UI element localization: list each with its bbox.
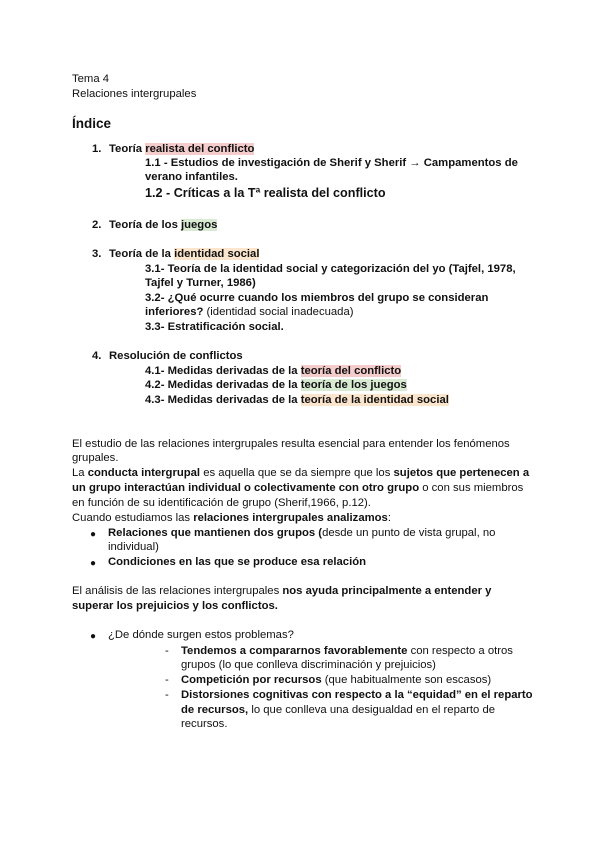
- dash-icon: -: [165, 689, 169, 701]
- paragraph-3: Cuando estudiamos las relaciones intergrupales analizamos:: [72, 512, 391, 524]
- bullet-item-1: Relaciones que mantienen dos grupos (desde un punto de vista grupal, no: [108, 527, 496, 539]
- dash-item-3-cont: de recursos, lo que conlleva una desigualdad en el reparto de: [181, 704, 496, 716]
- paragraph-4-line-2: superar los prejuicios y los conflictos.: [72, 600, 278, 612]
- paragraph-2-line-1: La conducta intergrupal es aquella que se da siempre que los sujetos que pertenecen a: [72, 467, 530, 479]
- index-sub-3-1: 3.1- Teoría de la identidad social y categorización del yo (Tajfel, 1978,: [145, 263, 516, 275]
- index-sub-4-3: 4.3- Medidas derivadas de la teoría de la identidad social: [145, 394, 449, 406]
- dash-item-3-end: recursos.: [181, 718, 228, 730]
- index-sub-1-1: 1.1 - Estudios de investigación de Sherif y Sherif → Campamentos de: [145, 157, 518, 169]
- index-title: Índice: [72, 116, 112, 131]
- bullet-item-2: Condiciones en las que se produce esa relación: [108, 556, 367, 568]
- index-number-4: 4.: [92, 350, 102, 362]
- paragraph-1-line-2: grupales.: [72, 452, 119, 464]
- index-item-4: Resolución de conflictos: [109, 350, 243, 362]
- index-sub-4-2: 4.2- Medidas derivadas de la teoría de los juegos: [145, 379, 407, 391]
- tema-label: Tema 4: [72, 73, 110, 85]
- bullet-icon: ●: [90, 631, 97, 642]
- paragraph-2-line-2: un grupo interactúan individual o colectivamente con otro grupo o con sus miembros: [72, 482, 524, 494]
- index-number-2: 2.: [92, 219, 102, 231]
- index-sub-1-1-cont: verano infantiles.: [145, 171, 238, 183]
- bullet-item-1-cont: individual): [108, 541, 159, 553]
- index-sub-4-1: 4.1- Medidas derivadas de la teoría del conflicto: [145, 365, 402, 377]
- index-sub-1-2: 1.2 - Críticas a la Tª realista del conflicto: [145, 186, 386, 200]
- subject-title: Relaciones intergrupales: [72, 88, 197, 100]
- index-item-3: Teoría de la identidad social: [109, 248, 260, 260]
- dash-icon: -: [165, 645, 169, 657]
- index-number-1: 1.: [92, 143, 102, 155]
- paragraph-4-line-1: El análisis de las relaciones intergrupales nos ayuda principalmente a entender y: [72, 585, 492, 597]
- index-sub-3-2-cont: inferiores? (identidad social inadecuada): [145, 306, 354, 318]
- index-item-2: Teoría de los juegos: [109, 219, 218, 231]
- index-sub-3-2: 3.2- ¿Qué ocurre cuando los miembros del grupo se consideran: [145, 292, 489, 304]
- dash-item-1-cont: grupos (lo que conlleva discriminación y prejuicios): [181, 659, 436, 671]
- bullet-icon: ●: [90, 558, 97, 569]
- dash-item-1: Tendemos a compararnos favorablemente con respecto a otros: [181, 645, 513, 657]
- dash-item-3: Distorsiones cognitivas con respecto a la “equidad” en el reparto: [181, 689, 533, 701]
- question-line: ¿De dónde surgen estos problemas?: [108, 629, 294, 641]
- index-item-1: Teoría realista del conflicto: [109, 143, 255, 155]
- bullet-icon: ●: [90, 529, 97, 540]
- index-sub-3-3: 3.3- Estratificación social.: [145, 321, 284, 333]
- paragraph-1-line-1: El estudio de las relaciones intergrupales resulta esencial para entender los fenómenos: [72, 438, 510, 450]
- index-sub-3-1-cont: Tajfel y Turner, 1986): [145, 277, 256, 289]
- index-number-3: 3.: [92, 248, 102, 260]
- dash-item-2: Competición por recursos (que habitualmente son escasos): [181, 674, 492, 686]
- paragraph-2-line-3: en función de su identificación de grupo (Sherif,1966, p.12).: [72, 497, 371, 509]
- dash-icon: -: [165, 674, 169, 686]
